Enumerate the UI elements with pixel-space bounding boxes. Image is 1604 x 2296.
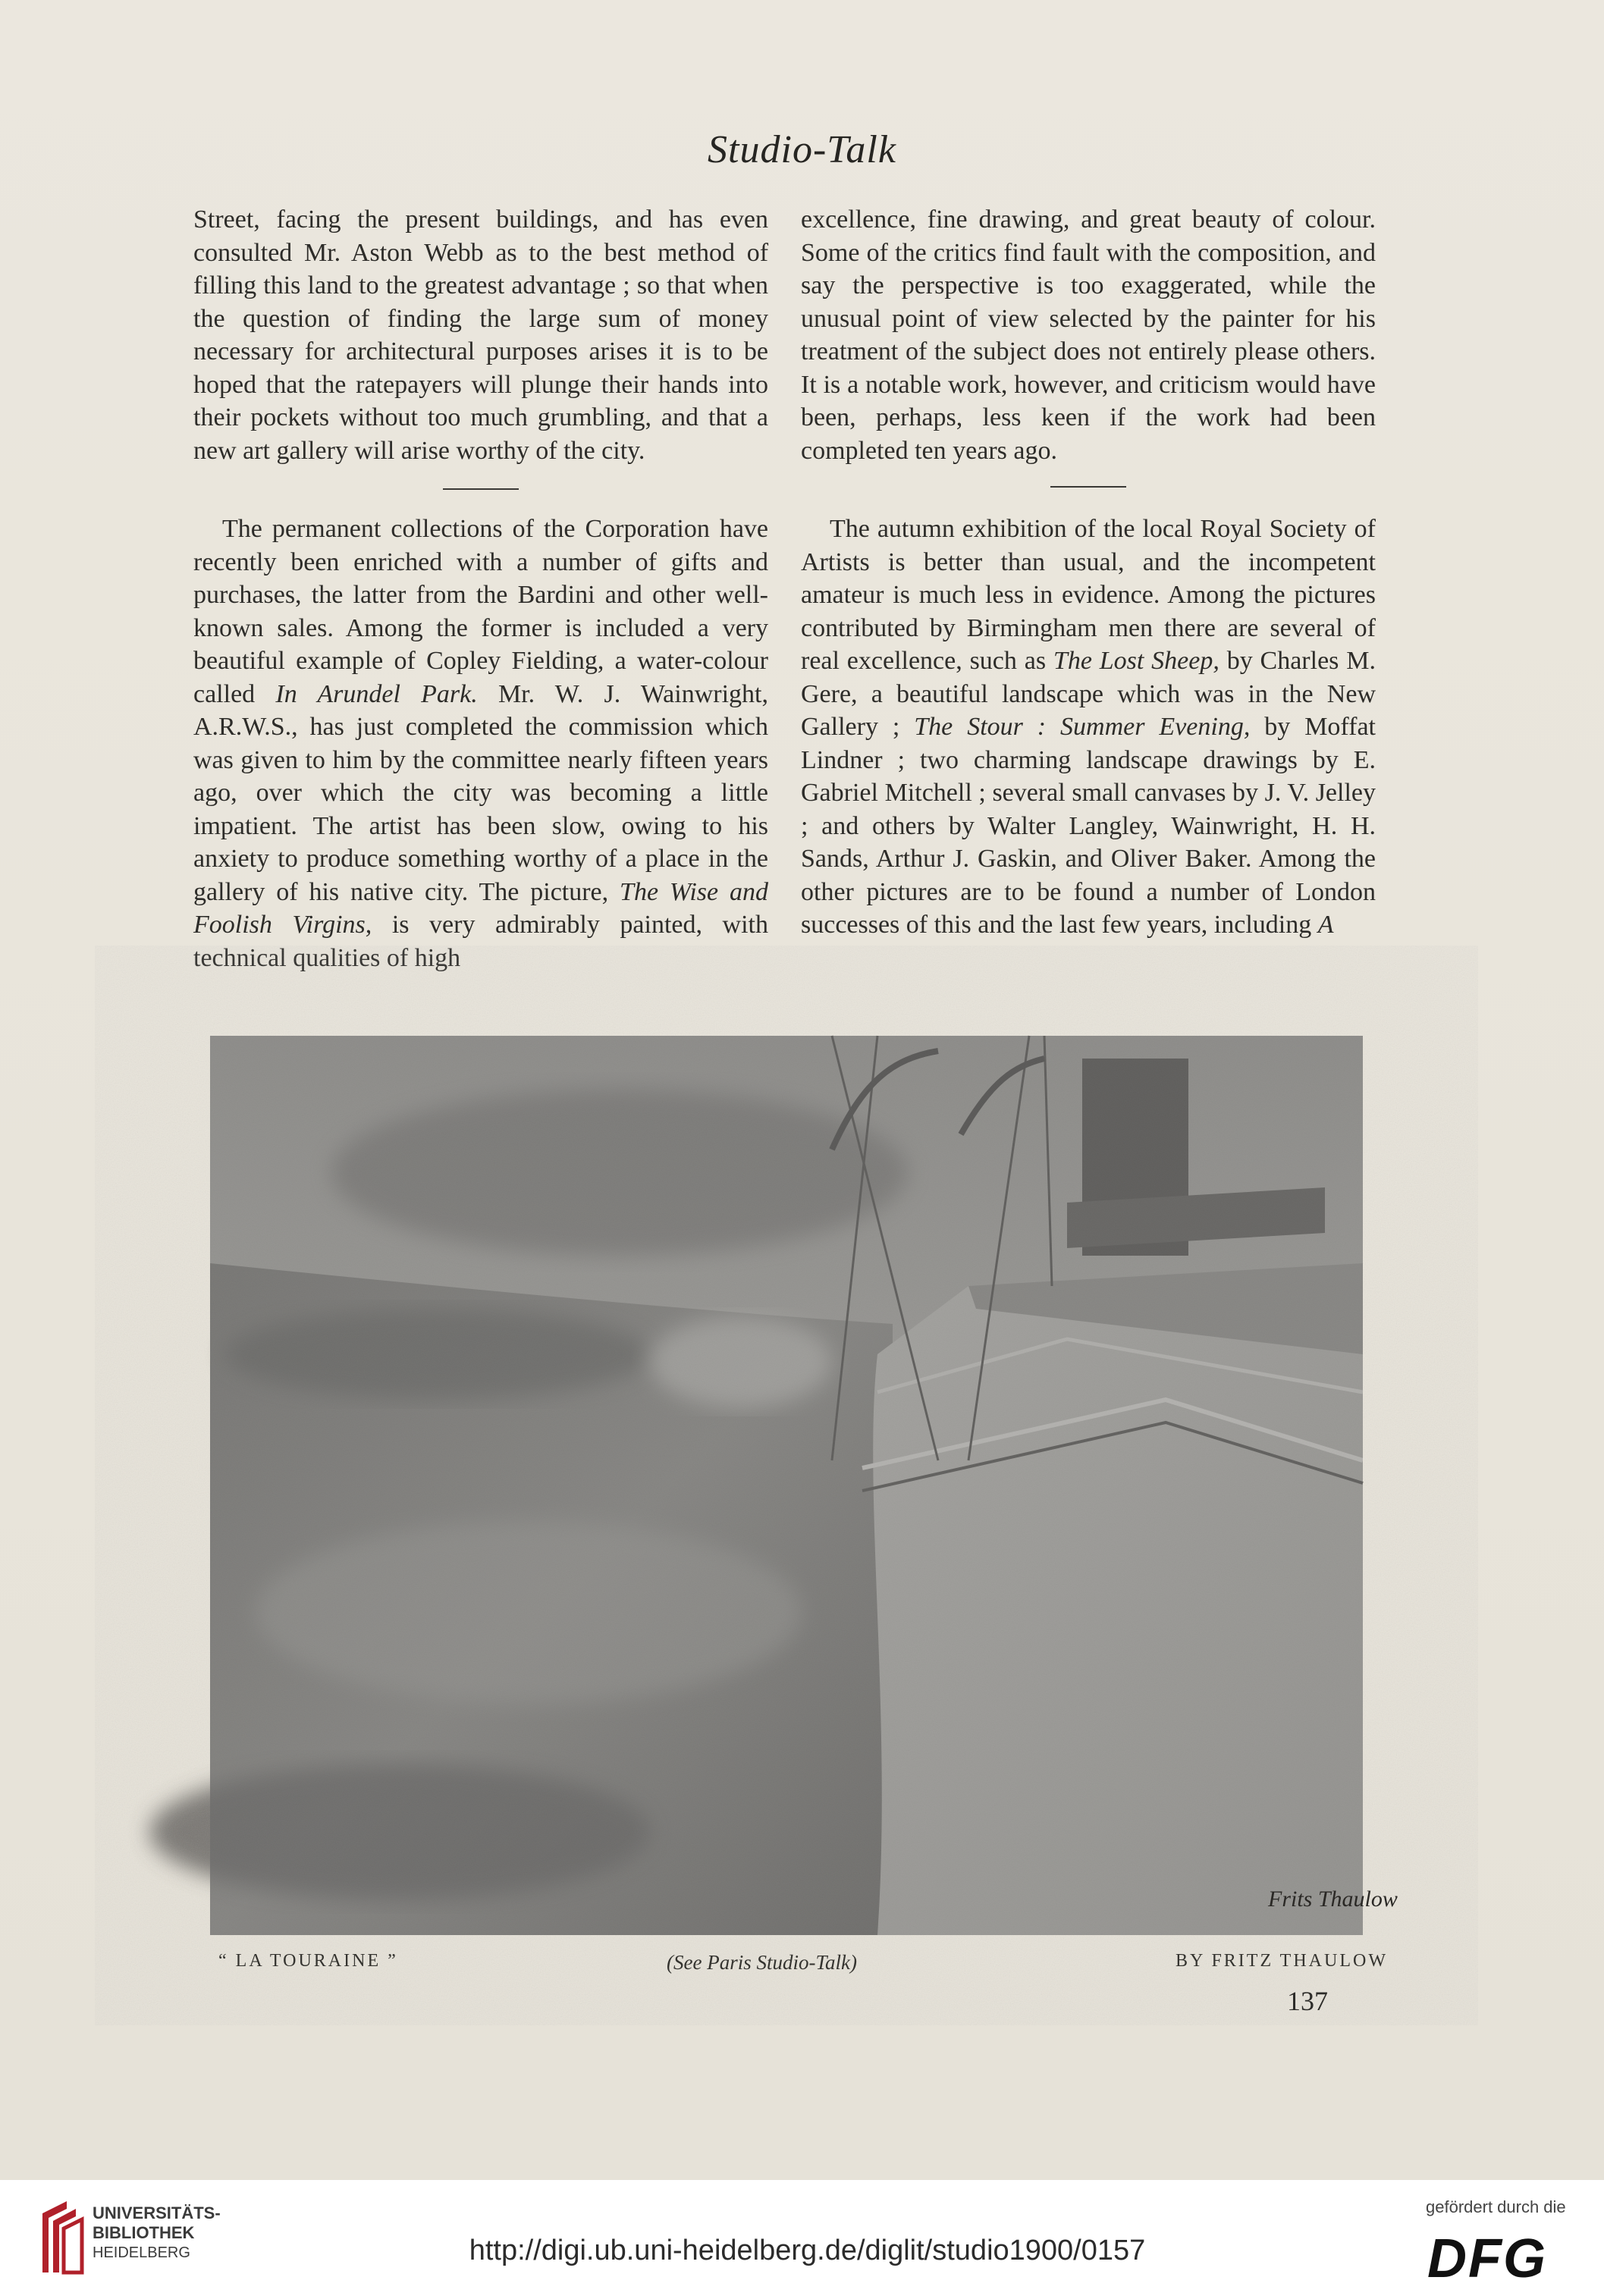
text-line: into their pockets without too much grumbling, and <box>193 370 768 431</box>
artwork-title: The Stour : Summer Evening, <box>914 713 1251 741</box>
right-text-column <box>801 203 1376 942</box>
text-run: by Moffat Lindner ; two charming landscape drawings by E. Gabriel Mitchell ; several small canvases by J. V. Jelley ; and others by Walter Langley, Wainwright, H. H. Sands, Arthur J. Gaskin, and Oliver Baker. Among the other pictures are to be found a number of London successes of this and the last few years, including <box>801 713 1376 939</box>
artwork-title: The Lost Sheep, <box>1053 647 1219 675</box>
left-text-column <box>193 203 768 974</box>
text-run: The autumn exhibition of the local Royal Society of Artists is better than usual, and the incompetent amateur is much less in evidence. Among the pictures contributed by Birmingham men there are several of real excellence, such as <box>801 515 1376 675</box>
left-paragraph-1 <box>193 203 768 467</box>
artwork-title: The Wise and Foolish Virgins, <box>193 877 768 939</box>
text-run: by Charles M. Gere, a beautiful landscape which was in the New Gallery ; <box>801 647 1376 741</box>
caption-title: “ LA TOURAINE ” <box>218 1951 398 1971</box>
right-paragraph-1: excellence, fine drawing, and great beauty of colour. Some of the critics find fault with the composition, and say the perspective is too exaggerated, while the unusual point of view selected by the painter for his treatment of the subject does not entirely please others. It is a notable work, however, and criticism would have been, perhaps, less keen if the work had been completed ten years ago. <box>801 205 1376 465</box>
caption-artist: BY FRITZ THAULOW <box>1176 1951 1388 1971</box>
funding-note: gefördert durch die <box>1426 2197 1566 2216</box>
section-divider <box>1050 486 1126 488</box>
text-run: The permanent collections of the Corporation have recently been enriched with a number of gifts and purchases, the latter from the Bardini and other well-known sales. Among the former is included a very beautiful example of Copley Fielding, a water-colour called <box>193 515 768 708</box>
text-line: hoped that the ratepayers will plunge their hands <box>193 370 719 399</box>
text-line: when the question of finding the large sum of money <box>193 271 768 333</box>
text-run: Mr. W. J. Wainwright, A.R.W.S., has just completed the commission which was given to him by the committee nearly fifteen years ago, over which the city was becoming a little impatient. The artist has been slow, owing to his anxiety to produce something worthy of a place in the gallery of his native city. The picture, <box>193 679 768 906</box>
section-divider <box>443 488 519 490</box>
library-name-line: HEIDELBERG <box>93 2244 190 2261</box>
painter-signature: Frits Thaulow <box>1268 1887 1398 1912</box>
text-line: necessary for architectural purposes arises it is to be <box>193 337 768 365</box>
text-line: consulted Mr. Aston Webb as to the best method <box>193 238 736 267</box>
dfg-logo: DFG <box>1427 2229 1547 2289</box>
painting-plate <box>210 1036 1398 1935</box>
right-paragraph-2 <box>801 513 1376 942</box>
artwork-title: In Arundel Park. <box>275 679 478 708</box>
artwork-title: A <box>1317 911 1334 939</box>
library-name-line: UNIVERSITÄTS- <box>93 2203 221 2222</box>
steamship-painting-illustration <box>210 1036 1398 1935</box>
text-line: Street, facing the present buildings, and has even <box>193 205 768 234</box>
text-line: of filling this land to the greatest advantage ; so that <box>193 238 769 300</box>
text-run: is very admirably painted, with technical qualities of high <box>193 911 768 972</box>
library-name-line: BIBLIOTHEK <box>93 2223 195 2242</box>
caption-reference: (See Paris Studio-Talk) <box>667 1951 857 1974</box>
permalink-text[interactable]: http://digi.ub.uni-heidelberg.de/diglit/studio1900/0157 <box>469 2235 1146 2266</box>
running-title: Studio-Talk <box>708 128 896 171</box>
permalink-url[interactable] <box>0 2235 1604 2267</box>
text-line: that a new art gallery will arise worthy of the city. <box>193 403 768 465</box>
left-paragraph-2 <box>193 513 768 974</box>
page-number: 137 <box>1287 1986 1328 2016</box>
